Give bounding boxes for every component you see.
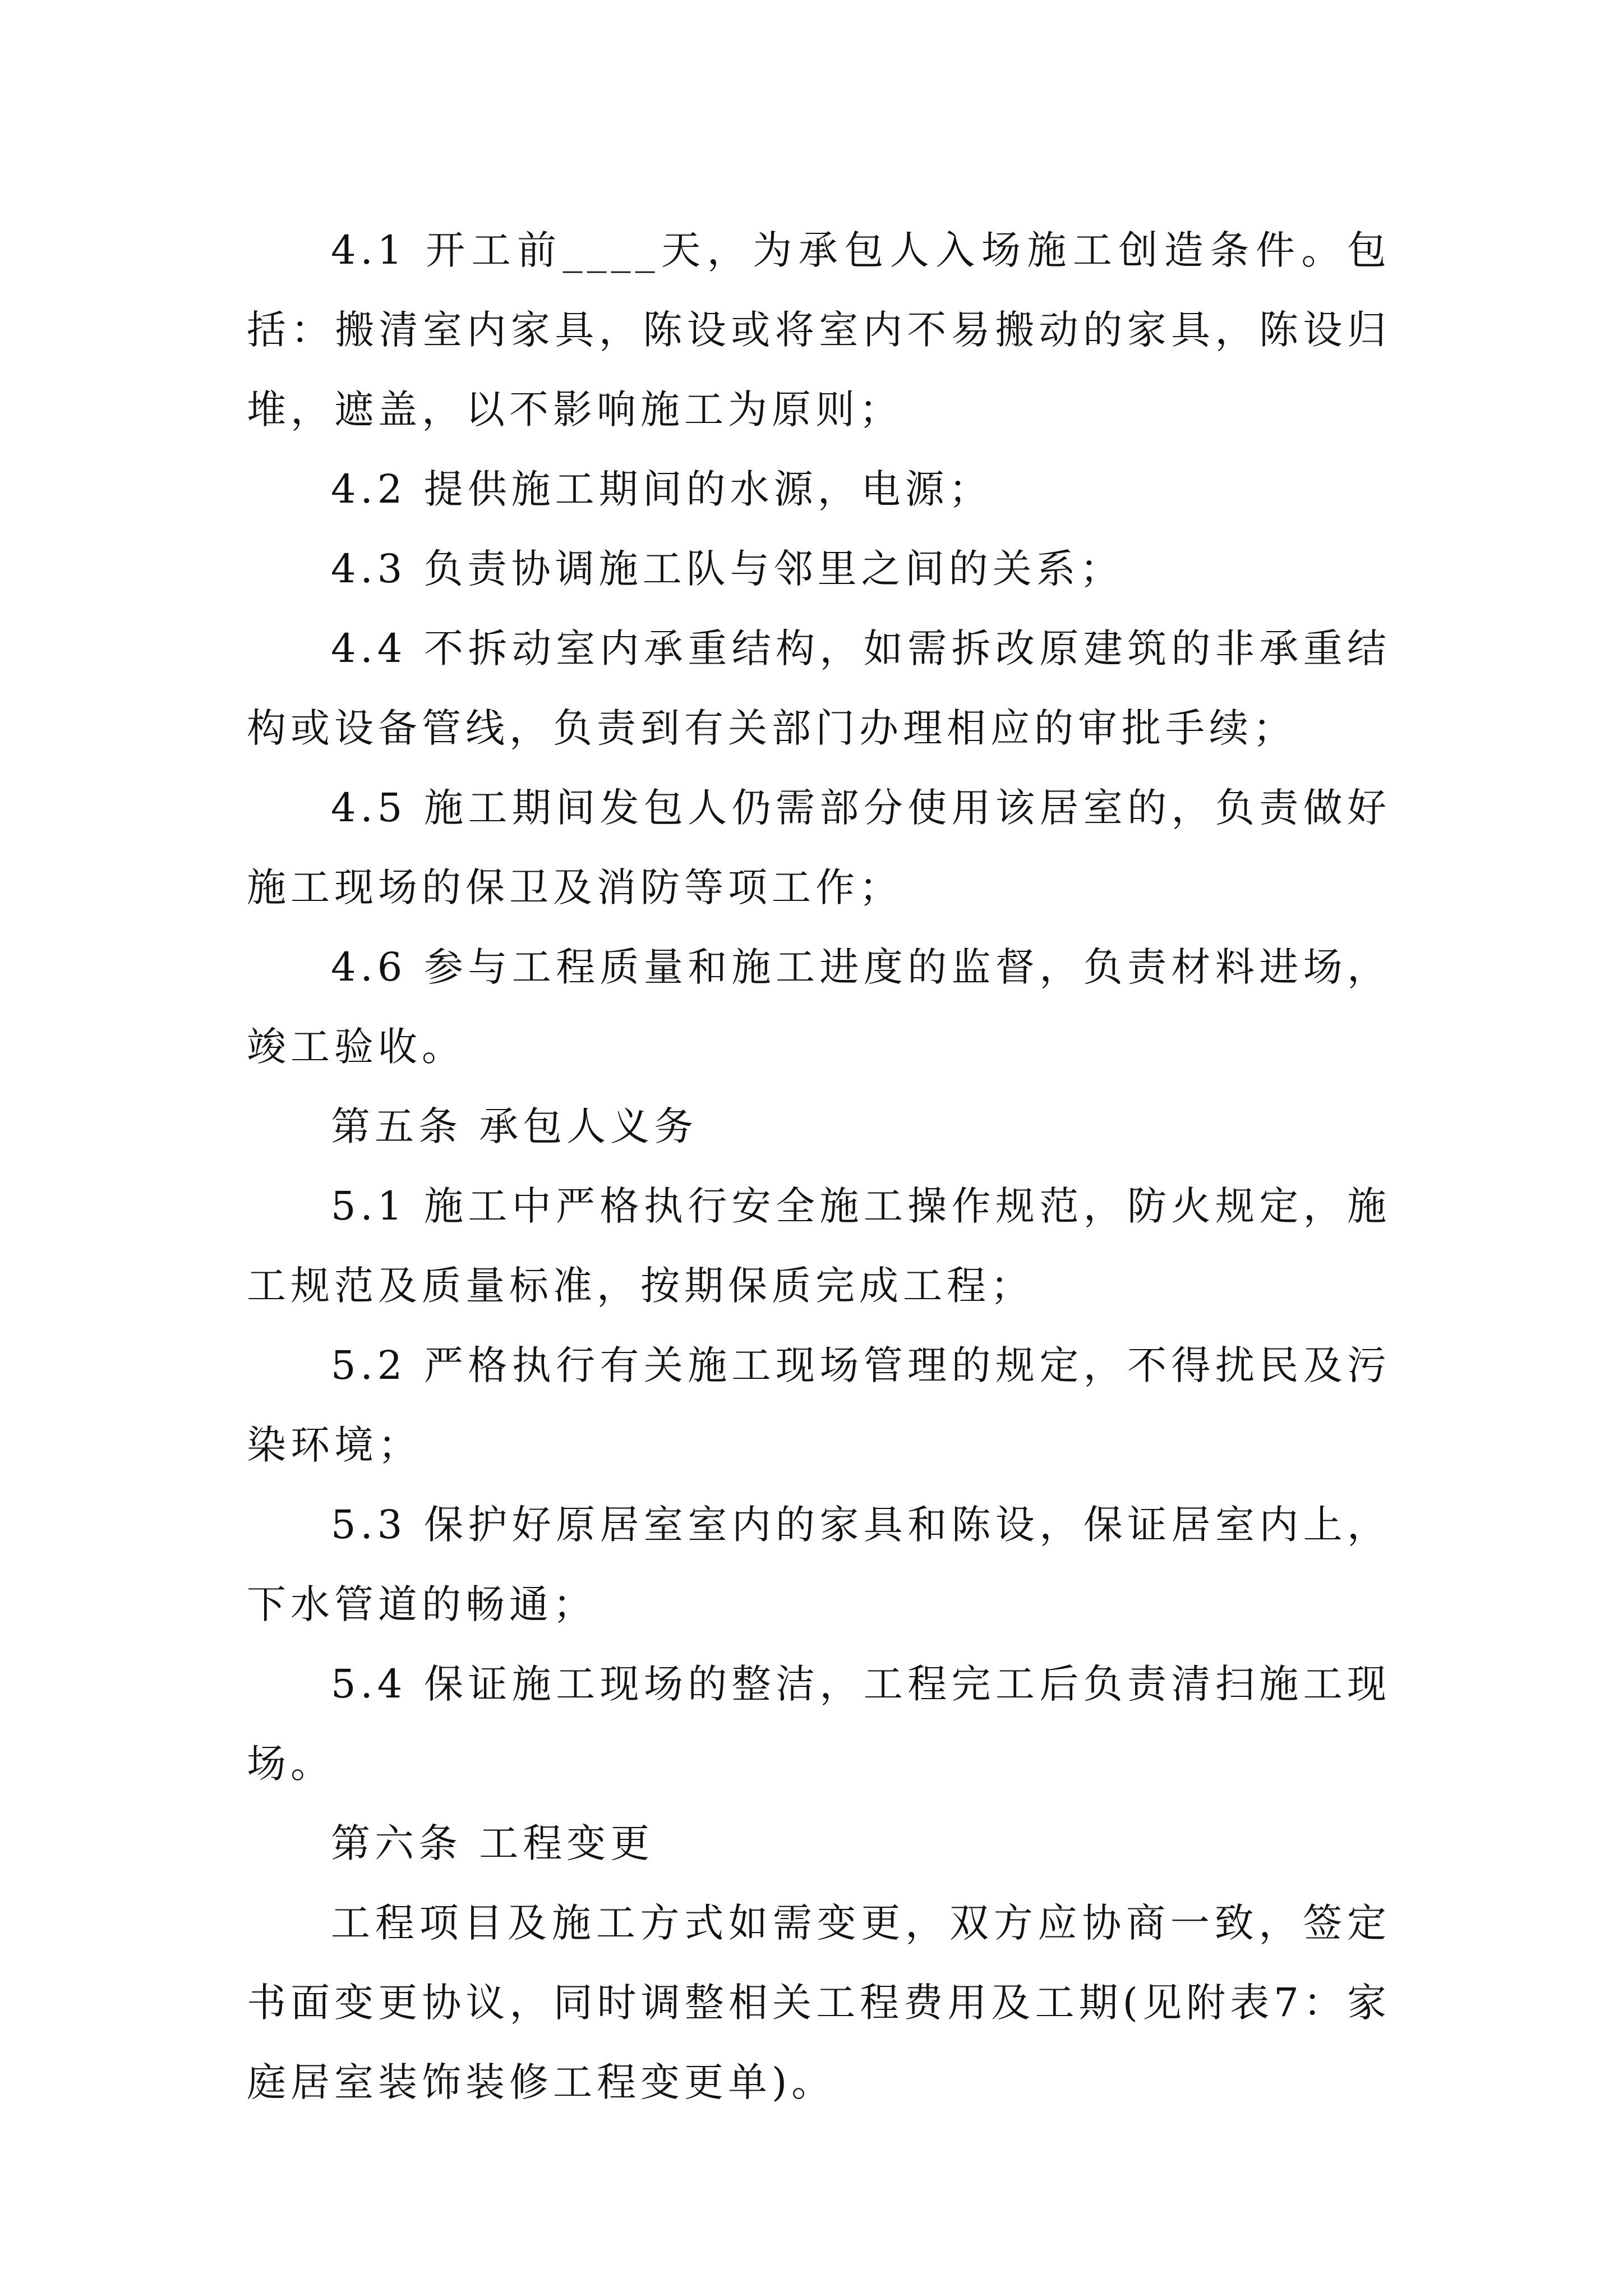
clause-5-1: 5.1 施工中严格执行安全施工操作规范，防火规定，施工规范及质量标准，按期保质完成工程； (247, 1183, 1391, 1309)
clause-5-3: 5.3 保护好原居室室内的家具和陈设，保证居室内上，下水管道的畅通； (247, 1502, 1391, 1627)
clause-5-2: 5.2 严格执行有关施工现场管理的规定，不得扰民及污染环境； (247, 1342, 1391, 1468)
document-body (247, 210, 1391, 2122)
clause-4-1: 4.1 开工前____天，为承包人入场施工创造条件。包括：搬清室内家具，陈设或将室内不易搬动的家具，陈设归堆，遮盖，以不影响施工为原则； (247, 227, 1391, 432)
article-6-body: 工程项目及施工方式如需变更，双方应协商一致，签定书面变更协议，同时调整相关工程费用及工期(见附表7：家庭居室装饰装修工程变更单)。 (247, 1900, 1391, 2105)
clause-5-4: 5.4 保证施工现场的整洁，工程完工后负责清扫施工现场。 (247, 1661, 1391, 1787)
clause-4-6: 4.6 参与工程质量和施工进度的监督，负责材料进场，竣工验收。 (247, 944, 1391, 1070)
clause-4-4: 4.4 不拆动室内承重结构，如需拆改原建筑的非承重结构或设备管线，负责到有关部门办理相应的审批手续； (247, 625, 1391, 751)
clause-4-5: 4.5 施工期间发包人仍需部分使用该居室的，负责做好施工现场的保卫及消防等项工作； (247, 785, 1391, 910)
clause-4-3: 4.3 负责协调施工队与邻里之间的关系； (331, 546, 1124, 592)
article-5-heading: 第五条 承包人义务 (331, 1103, 698, 1149)
clause-4-2: 4.2 提供施工期间的水源，电源； (331, 466, 993, 512)
article-6-heading: 第六条 工程变更 (331, 1820, 654, 1866)
